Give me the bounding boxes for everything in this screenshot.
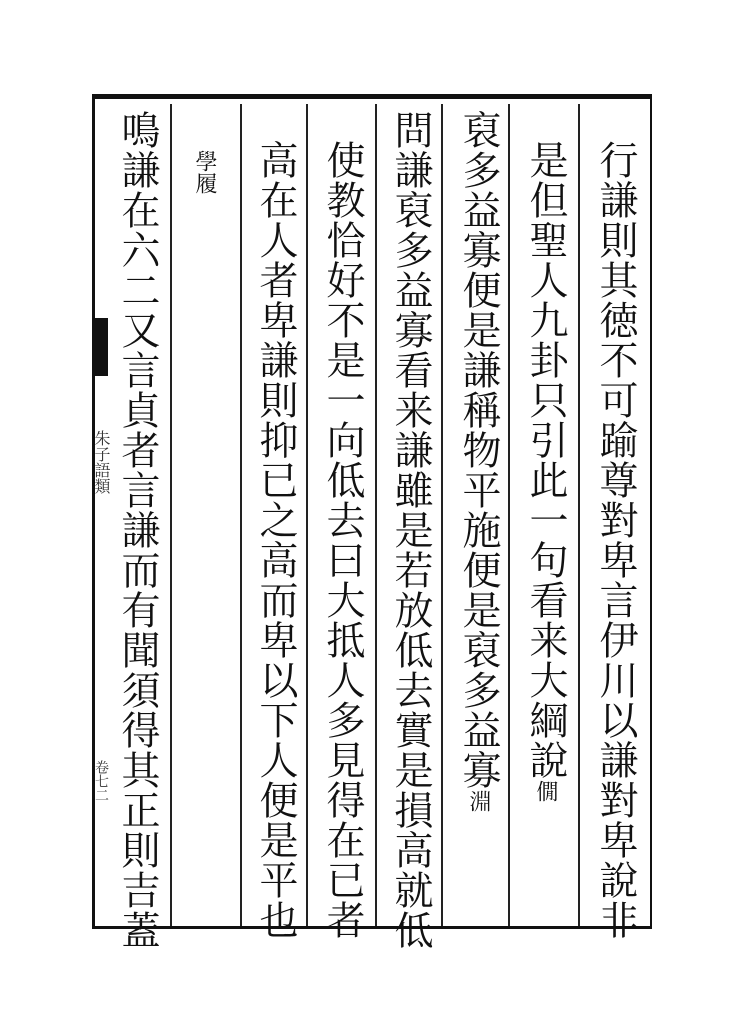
column-divider	[306, 104, 308, 926]
margin-page-number: 卷七二	[93, 760, 109, 802]
column-text: 行謙則其徳不可踰尊對卑言伊川以謙對卑說非	[593, 140, 638, 940]
column-divider	[170, 104, 172, 926]
text-column-8	[110, 110, 164, 950]
column-divider	[240, 104, 242, 926]
right-frame-line	[650, 94, 652, 929]
column-text: 是但聖人九卦只引此一句看来大綱說	[523, 140, 568, 780]
column-text: 高在人者卑謙則抑已之高而卑以下人便是平也	[253, 140, 298, 940]
text-column-4	[383, 110, 437, 950]
column-divider	[375, 104, 377, 926]
column-divider	[508, 104, 510, 926]
column-note: 淵	[466, 790, 491, 812]
text-column-1	[588, 140, 642, 940]
text-column-5	[315, 140, 369, 940]
margin-title: 朱子語類	[92, 430, 111, 494]
column-note: 僩	[533, 780, 558, 802]
column-text: 問謙裒多益寡看来謙雖是若放低去實是損高就低	[388, 110, 433, 950]
top-border-rule	[92, 94, 652, 99]
left-frame-line	[92, 94, 95, 929]
text-column-2	[518, 140, 572, 930]
column-divider	[578, 104, 580, 926]
column-text: 鳴謙在六二又言貞者言謙而有聞須得其正則吉蓋	[115, 110, 160, 950]
section-heading: 學履	[192, 150, 217, 194]
column-text: 裒多益寡便是謙稱物平施便是裒多益寡	[456, 110, 501, 790]
column-divider	[441, 104, 443, 926]
text-column-6	[248, 140, 302, 940]
fish-tail-mark	[94, 318, 108, 376]
column-text: 使教恰好不是一向低去曰大抵人多見得在已者	[320, 140, 365, 940]
text-column-3	[451, 110, 505, 900]
